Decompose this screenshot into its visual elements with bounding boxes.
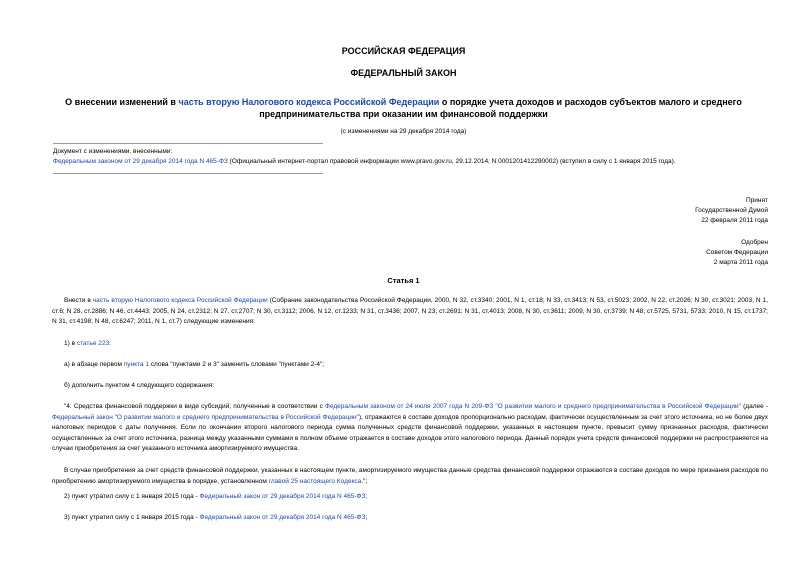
para2-link-chapter-25[interactable]: главой 25 настоящего Кодекса — [268, 477, 362, 485]
accepted-line-3: 22 февраля 2011 года — [701, 217, 768, 224]
changes-block — [53, 147, 676, 167]
item-a — [52, 360, 768, 371]
quoted-paragraph-2 — [52, 466, 768, 487]
item-1-link-article-223[interactable]: статье 223 — [76, 340, 110, 347]
quote-link-fz-short[interactable]: Федеральный закон "О развитии малого и среднего предпринимательства в Российской Федерации" — [52, 413, 359, 421]
law-title — [50, 96, 757, 120]
item-3-link-465fz[interactable]: Федеральный закон от 29 декабря 2014 года N 465-ФЗ — [199, 514, 366, 521]
item-1 — [52, 339, 768, 350]
intro-link-tax-code[interactable]: часть вторую Налогового кодекса Российской Федерации — [92, 297, 268, 304]
divider-top — [53, 143, 323, 144]
approved-block — [706, 238, 768, 268]
law-type-heading: ФЕДЕРАЛЬНЫЙ ЗАКОН — [350, 68, 457, 78]
quoted-point-4 — [52, 402, 768, 455]
intro-pre: Внести в — [64, 297, 93, 304]
accepted-line-2: Государственной Думой — [695, 207, 768, 214]
divider-bottom — [53, 173, 323, 174]
intro-post: (Собрание законодательства Российской Федерации, 2000, N 32, ст.3340; 2001, N 1, ст.18; N 33, ст.3413; N 53, ст.5023; 2002, N 22, ст.2026; N 30, ст.3021; 2003, N 1, ст.6; N 28, ст.2886; N 46, ст.4443; 2005, N 24, ст.2312; N 27, ст.2707; N 30, ст.3112; 2006, N 12, ст.1233; N 31, ст.3436; 2007, N 23, ст.2691; N 31, ст.4013; 2008, N 30, ст.3611; 2009, N 30, ст.3739; N 48, ст.5725, 5731, 5733; 2010, N 15, ст.1737; N 31, ст.4198; N 48, ст.6247; 2011, N 1, ст.7) следующие изменения: — [52, 297, 768, 325]
item-3 — [52, 513, 768, 524]
article-heading: Статья 1 — [387, 276, 420, 285]
quote-pre: "4. Средства финансовой поддержки в виде субсидий, полученные в соответствии с — [64, 403, 325, 410]
item-2-pre: 2) пункт утратил силу с 1 января 2015 года - — [64, 493, 200, 500]
title-link-tax-code[interactable]: часть вторую Налогового кодекса Российской Федерации — [178, 97, 440, 107]
item-b: б) дополнить пунктом 4 следующего содержания: — [64, 382, 215, 389]
title-text-pre: О внесении изменений в — [65, 97, 179, 107]
item-3-post: ; — [365, 514, 368, 521]
accepted-line-1: Принят — [745, 197, 768, 204]
edition-note: (с изменениями на 29 декабря 2014 года) — [340, 128, 467, 135]
article-intro — [52, 296, 768, 328]
quote-link-209fz[interactable]: Федеральным законом от 24 июля 2007 года N 209-ФЗ "О развитии малого и среднего предпринимательства в Российской Федерации" — [324, 403, 741, 410]
approved-line-1: Одобрен — [741, 239, 768, 246]
item-2-link-465fz[interactable]: Федеральный закон от 29 декабря 2014 года N 465-ФЗ — [199, 493, 366, 500]
quote-mid: (далее - — [741, 403, 769, 410]
country-heading: РОССИЙСКАЯ ФЕДЕРАЦИЯ — [341, 46, 466, 56]
title-text-post: о порядке учета доходов и расходов субъектов малого и среднего предпринимательства при оказании им финансовой поддержки — [259, 97, 742, 119]
changes-line — [53, 157, 676, 167]
para2-pre: В случае приобретения за счет средств финансовой поддержки, указанных в настоящем пункте, амортизируемого имущества данные средства финансовой поддержки отражаются в составе доходов по мере признания расходов по приобретению амортизируемого имущества в порядке, установленном — [52, 467, 768, 485]
accepted-block — [695, 196, 768, 226]
para2-post: ."; — [361, 477, 368, 485]
quote-post: ), отражаются в составе доходов пропорционально расходам, фактически осуществленным за счет этого источника, но не более двух налоговых периодов с даты получения. Если по окончании второго налогового периода сумма полученных средств финансовой поддержки, указанных в настоящем пункте, превысит сумму признанных расходов, фактически осуществленных за счет этого источника, разница между указанными суммами в полном объеме отражается в составе доходов этого налогового периода. Данный порядок учета средств финансовой поддержки не распространяется на случаи приобретения за счет указанного источника амортизируемого имущества. — [52, 413, 768, 452]
item-2 — [52, 492, 768, 503]
item-1-pre: 1) в — [64, 340, 77, 347]
approved-line-3: 2 марта 2011 года — [713, 259, 768, 266]
item-a-post: слова "пунктами 2 и 3" заменить словами "пунктами 2-4"; — [148, 361, 325, 368]
item-3-pre: 3) пункт утратил силу с 1 января 2015 года - — [64, 514, 200, 521]
item-a-pre: а) в абзаце первом — [64, 361, 124, 368]
approved-line-2: Советом Федерации — [706, 249, 768, 256]
changes-rest: (Официальный интернет-портал правовой информации www.pravo.gov.ru, 29.12.2014, N 0001201412290002) (вступил в силу с 1 января 2015 года). — [227, 158, 676, 165]
changes-label: Документ с изменениями, внесенными: — [53, 148, 173, 155]
item-1-post: : — [109, 340, 111, 347]
item-a-link-point-1[interactable]: пункта 1 — [123, 361, 149, 368]
item-2-post: ; — [365, 493, 368, 500]
changes-link-465fz[interactable]: Федеральным законом от 29 декабря 2014 года N 465-ФЗ — [53, 158, 228, 165]
